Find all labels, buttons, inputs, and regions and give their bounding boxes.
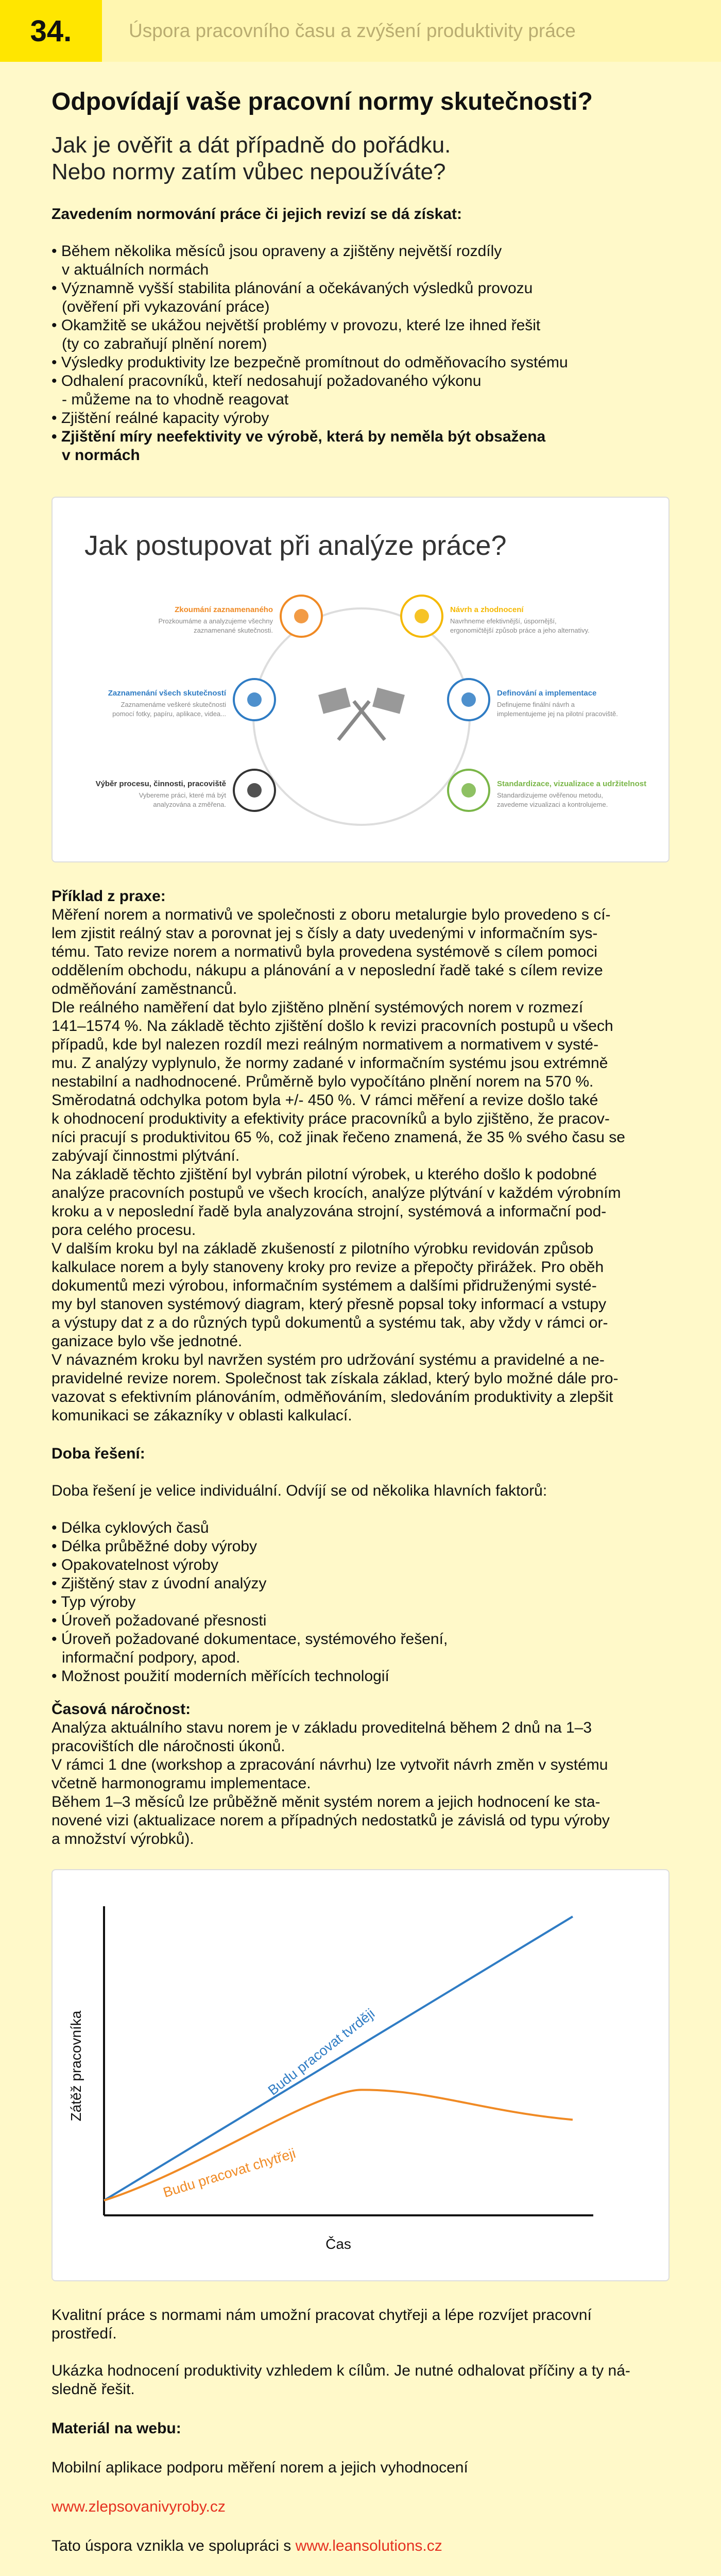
example-line: komunikaci se zákazníky v oblasti kalkulací. bbox=[52, 1407, 352, 1424]
benefits-list bbox=[52, 242, 670, 465]
icon-glyph bbox=[461, 692, 476, 707]
time-demand-line: a množství výrobků). bbox=[52, 1831, 194, 1848]
step-title: Definování a implementace bbox=[497, 689, 597, 698]
example-title: Příklad z praxe: bbox=[52, 888, 166, 905]
example-line: mu. Z analýzy vyplynulo, že normy zadané v informačním systému jsou extrémně bbox=[52, 1055, 608, 1072]
page-number-badge: 34. bbox=[0, 0, 102, 62]
subtitle-line: Jak je ověřit a dát případně do pořádku. bbox=[52, 132, 451, 158]
icon-glyph bbox=[294, 609, 308, 623]
example-line: Směrodatná odchylka potom byla +/- 450 %. V rámci měření a revize došlo také bbox=[52, 1092, 598, 1109]
workload-chart bbox=[52, 1869, 670, 2281]
list-item: • Výsledky produktivity lze bezpečně promítnout do odměňovacího systému bbox=[52, 354, 568, 371]
process-step bbox=[401, 596, 590, 637]
factors-list bbox=[52, 1519, 670, 1686]
step-text: Zaznamenáme veškeré skutečnosti bbox=[121, 701, 226, 708]
list-item: • Opakovatelnost výroby bbox=[52, 1556, 218, 1573]
step-title: Návrh a zhodnocení bbox=[450, 605, 524, 614]
conclusion-1 bbox=[52, 2306, 670, 2343]
step-title: Zaznamenání všech skutečností bbox=[108, 689, 226, 698]
cycle-ring bbox=[253, 608, 470, 825]
step-text: Definujeme finální návrh a bbox=[497, 701, 575, 708]
process-step bbox=[448, 679, 618, 720]
step-text: Navrhneme efektivnější, úspornější, bbox=[450, 617, 557, 625]
step-title: Standardizace, vizualizace a udržitelnost bbox=[497, 779, 647, 788]
icon-glyph bbox=[415, 609, 429, 623]
example-line: případů, kde byl nalezen rozdíl mezi reálným normativem a normativem v systé- bbox=[52, 1036, 599, 1053]
infographic-diagram bbox=[53, 498, 671, 863]
process-step bbox=[448, 770, 646, 811]
example-line: Dle reálného naměření dat bylo zjištěno plnění systémových norem v rozmezí bbox=[52, 999, 583, 1016]
page-title: Odpovídají vaše pracovní normy skutečnosti? bbox=[52, 88, 593, 115]
text-line: sledně řešit. bbox=[52, 2381, 135, 2398]
example-line: vazovat s efektivním plánováním, odměňováním, sledováním produktivity a zlepšit bbox=[52, 1388, 613, 1405]
text-line: Ukázka hodnocení produktivity vzhledem k cílům. Je nutné odhalovat příčiny a ty ná- bbox=[52, 2362, 630, 2379]
main-content bbox=[52, 87, 670, 2555]
time-demand-line: pracovištích dle náročnosti úkonů. bbox=[52, 1738, 285, 1755]
example-line: zabývají činnostmi plýtvání. bbox=[52, 1147, 240, 1164]
process-step bbox=[158, 596, 322, 637]
process-step bbox=[96, 770, 275, 811]
crossed-flags-icon bbox=[318, 688, 405, 740]
example-line: a výstupy dat z a do různých typů dokumentů a systému tak, aby vždy v rámci or- bbox=[52, 1314, 608, 1331]
list-item: • Úroveň požadované dokumentace, systémového řešení, informační podpory, apod. bbox=[52, 1631, 448, 1666]
time-demand-line: V rámci 1 dne (workshop a zpracování návrhu) lze vytvořit návrh změn v systému bbox=[52, 1756, 608, 1773]
example-section bbox=[52, 887, 670, 1425]
zlepsovanivyroby-link[interactable]: www.zlepsovanivyroby.cz bbox=[52, 2498, 226, 2515]
example-line: pravidelné revize norem. Společnost tak získala základ, který bylo možné dále pro- bbox=[52, 1370, 619, 1387]
cooperation-text: Tato úspora vznikla ve spolupráci s www.leansolutions.cz bbox=[52, 2537, 442, 2554]
example-line: oddělením obchodu, nákupu a plánování a v neposlední řadě také s cílem revize bbox=[52, 962, 603, 979]
web-material-title: Materiál na webu: bbox=[52, 2420, 181, 2437]
step-text: analyzována a změřena. bbox=[153, 801, 226, 808]
list-item: • Zjištěný stav z úvodní analýzy bbox=[52, 1575, 267, 1592]
list-item: • Významně vyšší stabilita plánování a očekávaných výsledků provozu (ověření při vykazování práce) bbox=[52, 280, 533, 315]
example-line: Měření norem a normativů ve společnosti z oboru metalurgie bylo provedeno s cí- bbox=[52, 906, 611, 923]
example-line: ganizace bylo vše jednotné. bbox=[52, 1333, 243, 1350]
example-line: dokumentů mezi výrobou, informačním systémem a dalšími přidruženými systé- bbox=[52, 1277, 597, 1294]
step-text: zavedeme vizualizaci a kontrolujeme. bbox=[497, 801, 608, 808]
series-label-harder: Budu pracovat tvrději bbox=[265, 2005, 378, 2098]
example-line: 141–1574 %. Na základě těchto zjištění došlo k revizi pracovních postupů u všech bbox=[52, 1018, 613, 1035]
time-demand-line: včetně harmonogramu implementace. bbox=[52, 1775, 311, 1792]
duration-title: Doba řešení: bbox=[52, 1445, 145, 1462]
duration-intro: Doba řešení je velice individuální. Odvíjí se od několika hlavních faktorů: bbox=[52, 1482, 547, 1499]
icon-glyph bbox=[247, 692, 262, 707]
example-line: tému. Tato revize norem a normativů byla provedena systémově s cílem pomoci bbox=[52, 943, 597, 960]
time-demand-line: Během 1–3 měsíců lze průběžně měnit systém norem a jejich hodnocení ke sta- bbox=[52, 1793, 600, 1810]
benefits-title: Zavedením normování práce či jejich revizí se dá získat: bbox=[52, 206, 462, 223]
list-item: • Délka cyklových časů bbox=[52, 1519, 209, 1536]
example-text bbox=[52, 906, 670, 1425]
step-text: Standardizujeme ověřenou metodu, bbox=[497, 791, 603, 799]
time-demand-line: Analýza aktuálního stavu norem je v základu proveditelná během 2 dnů na 1–3 bbox=[52, 1719, 592, 1736]
example-line: nestabilní a nadhodnocené. Průměrně bylo vypočítáno plnění norem na 570 %. bbox=[52, 1073, 594, 1090]
icon-glyph bbox=[247, 783, 262, 798]
example-line: odměňování zaměstnanců. bbox=[52, 980, 237, 997]
step-text: ergonomičtější způsob práce a jeho alternativy. bbox=[450, 626, 590, 634]
step-title: Výběr procesu, činnosti, pracoviště bbox=[95, 779, 226, 788]
top-bar bbox=[0, 0, 721, 62]
icon-glyph bbox=[461, 783, 476, 798]
step-title: Zkoumání zaznamenaného bbox=[175, 605, 273, 614]
web-material-item: Mobilní aplikace podporu měření norem a jejich vyhodnocení bbox=[52, 2459, 468, 2476]
example-line: kroku a v neposlední řadě byla analyzována strojní, systémová a informační pod- bbox=[52, 1203, 607, 1220]
text-line: prostředí. bbox=[52, 2325, 117, 2342]
subtitle-line: Nebo normy zatím vůbec nepoužíváte? bbox=[52, 159, 446, 184]
series-label-smarter: Budu pracovat chytřeji bbox=[161, 2145, 298, 2200]
y-axis-label: Zátěž pracovníka bbox=[68, 2010, 84, 2122]
conclusion-2 bbox=[52, 2362, 670, 2399]
text-line: Kvalitní práce s normami nám umožní pracovat chytřeji a lépe rozvíjet pracovní bbox=[52, 2307, 592, 2324]
example-line: my byl stanoven systémový diagram, který přesně popsal toky informací a vstupy bbox=[52, 1296, 607, 1313]
x-axis-label: Čas bbox=[325, 2236, 351, 2252]
time-demand-text bbox=[52, 1719, 670, 1849]
chart-svg bbox=[53, 1870, 671, 2282]
process-infographic bbox=[52, 497, 670, 862]
list-item: • Zjištění reálné kapacity výroby bbox=[52, 410, 269, 427]
step-text: pomocí fotky, papíru, aplikace, videa... bbox=[112, 710, 226, 718]
list-item: • Typ výroby bbox=[52, 1594, 136, 1611]
list-item: • Během několika měsíců jsou opraveny a zjištěny největší rozdíly v aktuálních normách bbox=[52, 243, 502, 278]
example-line: lem zjistit reálný stav a porovnat jej s čísly a daty uvedenými v informačním sys- bbox=[52, 925, 598, 942]
example-line: kalkulace norem a byly stanoveny kroky pro revize a přepočty přirážek. Pro oběh bbox=[52, 1259, 604, 1276]
example-line: pora celého procesu. bbox=[52, 1222, 196, 1239]
series-line-harder bbox=[104, 1917, 573, 2200]
step-text: implementujeme jej na pilotní pracoviště. bbox=[497, 710, 618, 718]
step-text: Prozkoumáme a analyzujeme všechny bbox=[158, 617, 273, 625]
list-item: • Okamžitě se ukážou největší problémy v provozu, které lze ihned řešit (ty co zabraňují plnění norem) bbox=[52, 317, 541, 352]
infographic-title: Jak postupovat při analýze práce? bbox=[84, 530, 507, 561]
example-line: V dalším kroku byl na základě zkušeností z pilotního výrobku revidován způsob bbox=[52, 1240, 594, 1257]
example-line: V návazném kroku byl navržen systém pro udržování systému a pravidelné a ne- bbox=[52, 1351, 605, 1368]
list-item: • Možnost použití moderních měřících technologií bbox=[52, 1668, 389, 1685]
process-step bbox=[108, 679, 275, 720]
subtitle bbox=[52, 132, 670, 185]
header-title: Úspora pracovního času a zvýšení produktivity práce bbox=[129, 20, 576, 41]
time-demand-line: novené vizi (aktualizace norem a případných nedostatků je závislá od typu výroby bbox=[52, 1812, 610, 1829]
list-item-bold: • Zjištění míry neefektivity ve výrobě, která by neměla být obsažena v normách bbox=[52, 428, 546, 464]
list-item: • Odhalení pracovníků, kteří nedosahují požadovaného výkonu - můžeme na to vhodně reagovat bbox=[52, 372, 482, 408]
time-demand-section bbox=[52, 1700, 670, 1849]
step-text: zaznamenané skutečnosti. bbox=[194, 626, 273, 634]
time-demand-title: Časová náročnost: bbox=[52, 1701, 191, 1718]
example-line: níci pracují s produktivitou 65 %, což jinak řečeno znamená, že 35 % svého času se bbox=[52, 1129, 625, 1146]
list-item: • Délka průběžné doby výroby bbox=[52, 1538, 258, 1555]
example-line: k ohodnocení produktivity a efektivity práce pracovníků a bylo zjištěno, že pracov- bbox=[52, 1110, 610, 1127]
example-line: analýze pracovních postupů ve všech krocích, analýze plýtvání v každém výrobním bbox=[52, 1184, 621, 1201]
list-item: • Úroveň požadované přesnosti bbox=[52, 1612, 267, 1629]
leansolutions-link[interactable]: www.leansolutions.cz bbox=[295, 2537, 442, 2554]
example-line: Na základě těchto zjištění byl vybrán pilotní výrobek, u kterého došlo k podobné bbox=[52, 1166, 597, 1183]
step-text: Vybereme práci, které má být bbox=[139, 791, 226, 799]
